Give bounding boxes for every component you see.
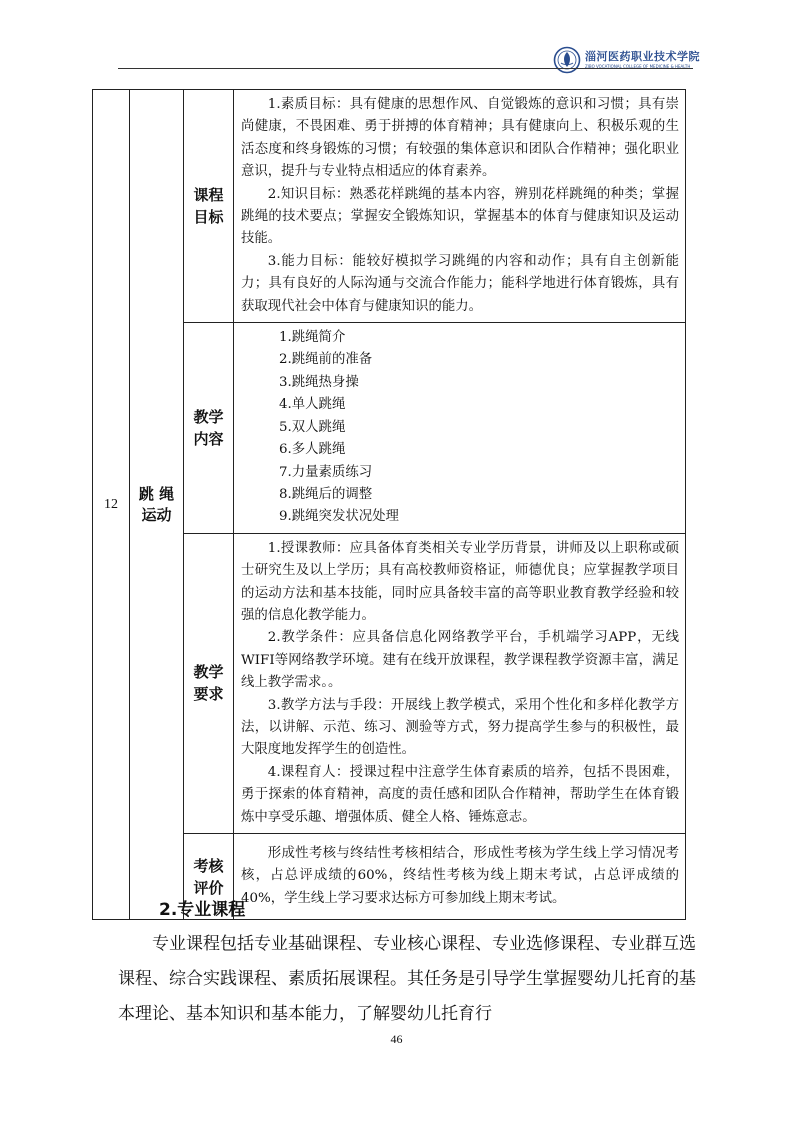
content-list-item: 4.单人跳绳 xyxy=(279,397,346,413)
row-content xyxy=(234,834,686,920)
row-label: 课程 目标 xyxy=(184,90,234,323)
content-list-item: 2.跳绳前的准备 xyxy=(279,352,373,368)
content-list-item: 5.双人跳绳 xyxy=(279,419,346,435)
school-name-en: ZIBO VOCATIONAL COLLEGE OF MEDICINE & HEALTH xyxy=(585,64,691,69)
row-content xyxy=(234,323,686,534)
section-body xyxy=(118,927,696,1032)
content-list-item: 3.跳绳热身操 xyxy=(279,374,359,390)
content-list-item: 6.多人跳绳 xyxy=(279,442,346,458)
content-list-item: 1.跳绳简介 xyxy=(279,330,346,346)
row-content xyxy=(234,90,686,323)
content-paragraph: 1.授课教师：应具备体育类相关专业学历背景，讲师及以上职称或硕士研究生及以上学历；具有高校教师资格证，师德优良；应掌握教学项目的运动方法和基本技能，同时应具备较丰富的高等职业教育教学经验和较强的信息化教学能力。 xyxy=(241,540,679,623)
section-heading: 2.专业课程 xyxy=(159,900,246,920)
course-name: 跳 绳 运动 xyxy=(130,90,184,920)
page-number: 46 xyxy=(390,1032,403,1046)
content-list-item: 7.力量素质练习 xyxy=(279,464,373,480)
header-divider xyxy=(118,68,693,69)
row-label: 考核 评价 xyxy=(184,834,234,920)
course-table-row xyxy=(93,90,686,323)
content-paragraph: 3.能力目标：能较好模拟学习跳绳的内容和动作；具有自主创新能力；具有良好的人际沟通与交流合作能力；能科学地进行体育锻炼，具有获取现代社会中体育与健康知识的能力。 xyxy=(241,253,679,314)
row-label: 教学 内容 xyxy=(184,323,234,534)
content-paragraph: 3.教学方法与手段：开展线上教学模式，采用个性化和多样化教学方法，以讲解、示范、练习、测验等方式，努力提高学生参与的积极性，最大限度地发挥学生的创造性。 xyxy=(241,697,679,758)
content-paragraph: 2.知识目标：熟悉花样跳绳的基本内容，辨别花样跳绳的种类；掌握跳绳的技术要点；掌握安全锻炼知识，掌握基本的体育与健康知识及运动技能。 xyxy=(241,186,679,247)
school-logo xyxy=(553,46,700,74)
section-body-paragraph: 专业课程包括专业基础课程、专业核心课程、专业选修课程、专业群互选课程、综合实践课程、素质拓展课程。其任务是引导学生掌握婴幼儿托育的基本理论、基本知识和基本能力，了解婴幼儿托育行 xyxy=(118,934,696,1024)
content-paragraph: 1.素质目标：具有健康的思想作风、自觉锻炼的意识和习惯；具有崇尚健康，不畏困难、勇于拼搏的体育精神；具有健康向上、积极乐观的生活态度和终身锻炼的习惯；有较强的集体意识和团队合作精神；强化职业意识，提升与专业特点相适应的体育素养。 xyxy=(241,97,679,180)
school-name: 淄河医药职业技术学院 xyxy=(585,50,700,63)
content-list-item: 9.跳绳突发状况处理 xyxy=(279,509,399,525)
content-list-item: 8.跳绳后的调整 xyxy=(279,486,373,502)
content-paragraph: 形成性考核与终结性考核相结合，形成性考核为学生线上学习情况考核，占总评成绩的60%，终结性考核为线上期末考试，占总评成绩的40%，学生线上学习要求达标方可参加线上期末考试。 xyxy=(241,845,679,906)
school-emblem-icon xyxy=(553,46,581,74)
row-label: 教学 要求 xyxy=(184,533,234,833)
row-content xyxy=(234,533,686,833)
content-paragraph: 4.课程育人：授课过程中注意学生体育素质的培养，包括不畏困难，勇于探索的体育精神，高度的责任感和团队合作精神，帮助学生在体育锻炼中享受乐趣、增强体质、健全人格、锤炼意志。 xyxy=(241,764,679,825)
course-number: 12 xyxy=(93,90,130,920)
content-paragraph: 2.教学条件：应具备信息化网络教学平台，手机端学习APP，无线WIFI等网络教学环境。建有在线开放课程，教学课程教学资源丰富，满足线上教学需求。。 xyxy=(241,630,679,691)
course-table xyxy=(92,89,686,920)
